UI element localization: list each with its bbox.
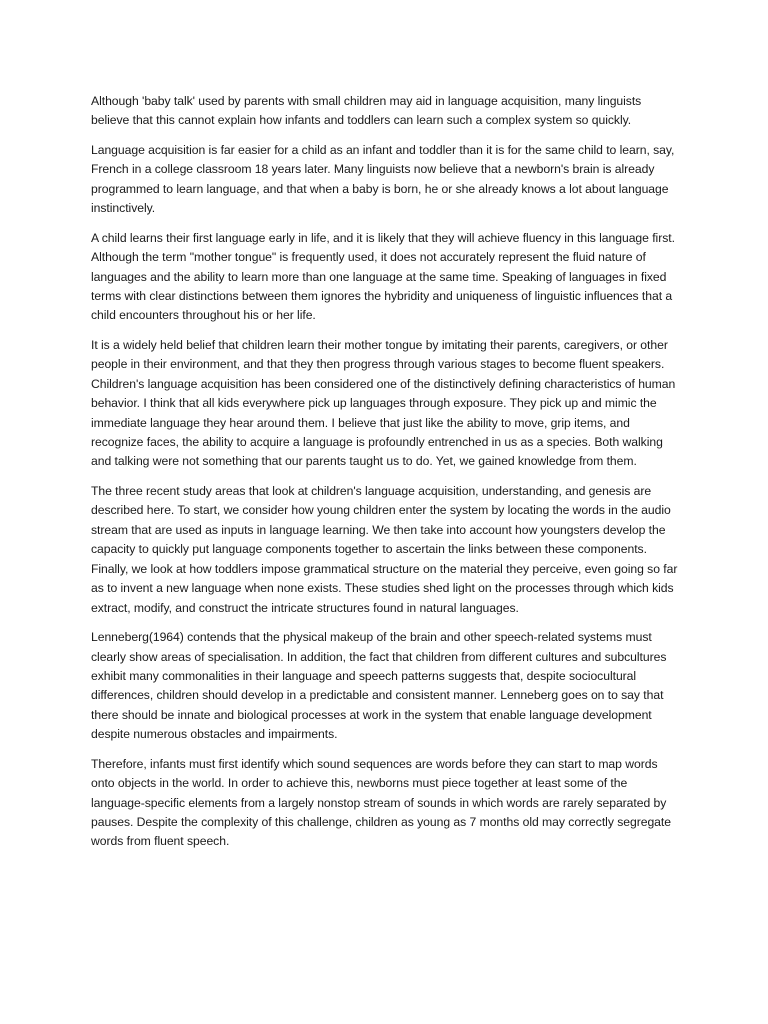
paragraph: Therefore, infants must first identify which sound sequences are words before they can start to map words onto objects in the world. In order to achieve this, newborns must piece together at least some of the language-specific elements from a largely nonstop stream of sounds in which words are rarely separated by pauses. Despite the complexity of this challenge, children as young as 7 months old may correctly segregate words from fluent speech. [91,756,671,849]
paragraph: A child learns their first language early in life, and it is likely that they will achieve fluency in this language first. Although the term "mother tongue" is frequently used, it does not accurately represent the fluid nature of languages and the ability to learn more than one language at the same time. Speaking of languages in fixed terms with clear distinctions between them ignores the hybridity and uniqueness of linguistic influences that a child encounters throughout his or her life. [91,230,675,323]
paragraph: Lenneberg(1964) contends that the physical makeup of the brain and other speech-related systems must clearly show areas of specialisation. In addition, the fact that children from different cultures and subcultures exhibit many commonalities in their language and speech patterns suggests that, despite sociocultural differences, children should develop in a predictable and consistent manner. Lenneberg goes on to say that there should be innate and biological processes at work in the system that enable language development despite numerous obstacles and impairments. [91,630,667,742]
paragraph: The three recent study areas that look at children's language acquisition, understanding, and genesis are described here. To start, we consider how young children enter the system by locating the words in the audio stream that are used as inputs in language learning. We then take into account how youngsters develop the capacity to quickly put language components together to ascertain the links between these components. Finally, we look at how toddlers impose grammatical structure on the material they perceive, even going so far as to invent a new language when none exists. These studies shed light on the processes through which kids extract, modify, and construct the intricate structures found in natural languages. [91,484,678,615]
document-body [91,92,681,862]
paragraph: Language acquisition is far easier for a child as an infant and toddler than it is for the same child to learn, say, French in a college classroom 18 years later. Many linguists now believe that a newborn's brain is already programmed to learn language, and that when a baby is born, he or she already knows a lot about language instinctively. [91,143,675,216]
paragraph: Although 'baby talk' used by parents with small children may aid in language acquisition, many linguists believe that this cannot explain how infants and toddlers can learn such a complex system so quickly. [91,94,642,128]
paragraph: It is a widely held belief that children learn their mother tongue by imitating their parents, caregivers, or other people in their environment, and that they then progress through various stages to become fluent speakers. Children's language acquisition has been considered one of the distinctively defining characteristics of human behavior. I think that all kids everywhere pick up languages through exposure. They pick up and mimic the immediate language they hear around them. I believe that just like the ability to move, grip items, and recognize faces, the ability to acquire a language is profoundly entrenched in us as a species. Both walking and talking were not something that our parents taught us to do. Yet, we gained knowledge from them. [91,338,676,469]
